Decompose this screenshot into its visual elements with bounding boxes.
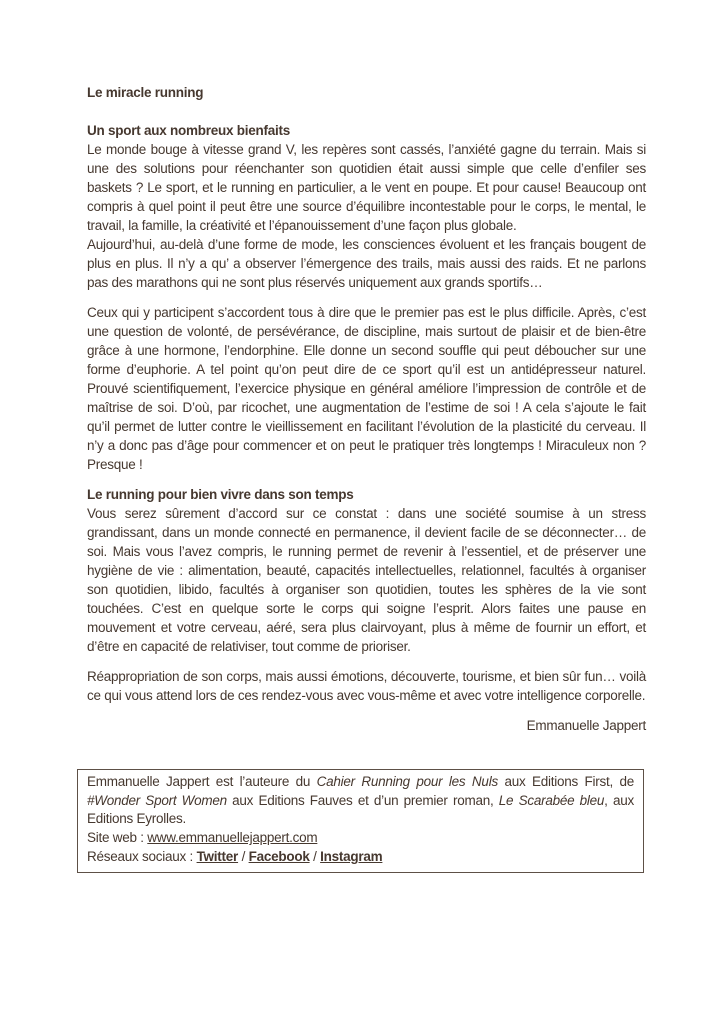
website-line [87,829,634,848]
section-heading: Un sport aux nombreux bienfaits [87,123,291,138]
social-label: Réseaux sociaux : [87,848,197,864]
paragraph [87,140,646,292]
website-link[interactable]: www.emmanuellejappert.com [147,830,318,846]
social-separator: / [309,848,321,864]
bio-text: aux Editions Fauves et d’un premier roman, [226,792,499,808]
author-box [77,769,644,873]
bio-text: aux Editions First, de [497,774,634,789]
book-title: Le Scarabée bleu [498,792,605,808]
paragraph-block: Le monde bouge à vitesse grand V, les repères sont cassés, l’anxiété gagne du terrain. Mais si une des solutions pour réenchanter son quotidien était aussi simple que celle d’enfiler ses baskets ? Le sport, et le running en particulier, a le vent en poupe. Et pour cause! Beaucoup ont compris à quel point il peut être une source d’équilibre incontestable pour le corps, le mental, le travail, la famille, la créativité et l’épanouissement d’une façon plus globale. [87,142,646,233]
social-separator: / [238,848,249,864]
document-content [87,83,646,873]
bio-text: Emmanuelle Jappert est l’auteure du [87,774,317,789]
paragraph [87,504,646,656]
signature: Emmanuelle Jappert [526,718,646,733]
paragraph-block: Vous serez sûrement d’accord sur ce constat : dans une société soumise à un stress grandissant, dans un monde connecté en permanence, il devient facile de se déconnecter… de soi. Mais vous l’avez compris, le running permet de revenir à l’essentiel, et de préserver une hygiène de vie : alimentation, beauté, capacités intellectuelles, relationnel, facultés à organiser son quotidien, libido, facultés à organiser son quotidien, toutes les sphères de la vie sont touchées. C’est en quelque sorte le corps qui soigne l’esprit. Alors faites une pause en mouvement et votre cerveau, aéré, sera plus clairvoyant, plus à même de fournir un effort, et d’être en capacité de relativiser, tout comme de prioriser. [87,506,646,654]
bio-text: , aux Editions Eyrolles. [87,792,634,827]
section-heading: Le running pour bien vivre dans son temps [87,487,354,502]
twitter-link[interactable]: Twitter [196,848,239,864]
website-label: Site web : [87,830,148,846]
paragraph [87,667,646,705]
document-title: Le miracle running [87,85,204,100]
book-title: Cahier Running pour les Nuls [316,774,498,789]
book-title: #Wonder Sport Women [87,792,227,808]
social-links [197,849,383,864]
facebook-link[interactable]: Facebook [248,848,310,864]
instagram-link[interactable]: Instagram [320,848,383,864]
paragraph-block: Ceux qui y participent s’accordent tous à dire que le premier pas est le plus difficile. Après, c’est une question de volonté, de persévérance, de discipline, mais surtout de plaisir et de bien-être grâce à une hormone, l’endorphine. Elle donne un second souffle qui peut déboucher sur une forme d’euphorie. A tel point qu’on peut dire de ce sport qu’il est un antidépresseur naturel. Prouvé scientifiquement, l’exercice physique en général améliore l’impression de contrôle et de maîtrise de soi. D’où, par ricochet, une augmentation de l’estime de soi ! A cela s’ajoute le fait qu’il permet de lutter contre le vieillissement en facilitant l’évolution de la plasticité du cerveau. Il n’y a donc pas d’âge pour commencer et on peut le pratiquer très longtemps ! Miraculeux non ? Presque ! [87,305,646,472]
paragraph-block: Réappropriation de son corps, mais aussi émotions, découverte, tourisme, et bien sûr fun… voilà ce qui vous attend lors de ces rendez-vous avec vous-même et avec votre intelligence corporelle. [87,669,646,703]
paragraph-block: Aujourd’hui, au-delà d’une forme de mode, les consciences évoluent et les français bougent de plus en plus. Il n’y a qu’ a observer l’émergence des trails, mais aussi des raids. Et ne parlons pas des marathons qui ne sont plus réservés uniquement aux grands sportifs… [87,237,646,290]
paragraph [87,303,646,474]
author-bio [87,773,634,829]
document-body [87,121,646,705]
social-line [87,848,634,867]
